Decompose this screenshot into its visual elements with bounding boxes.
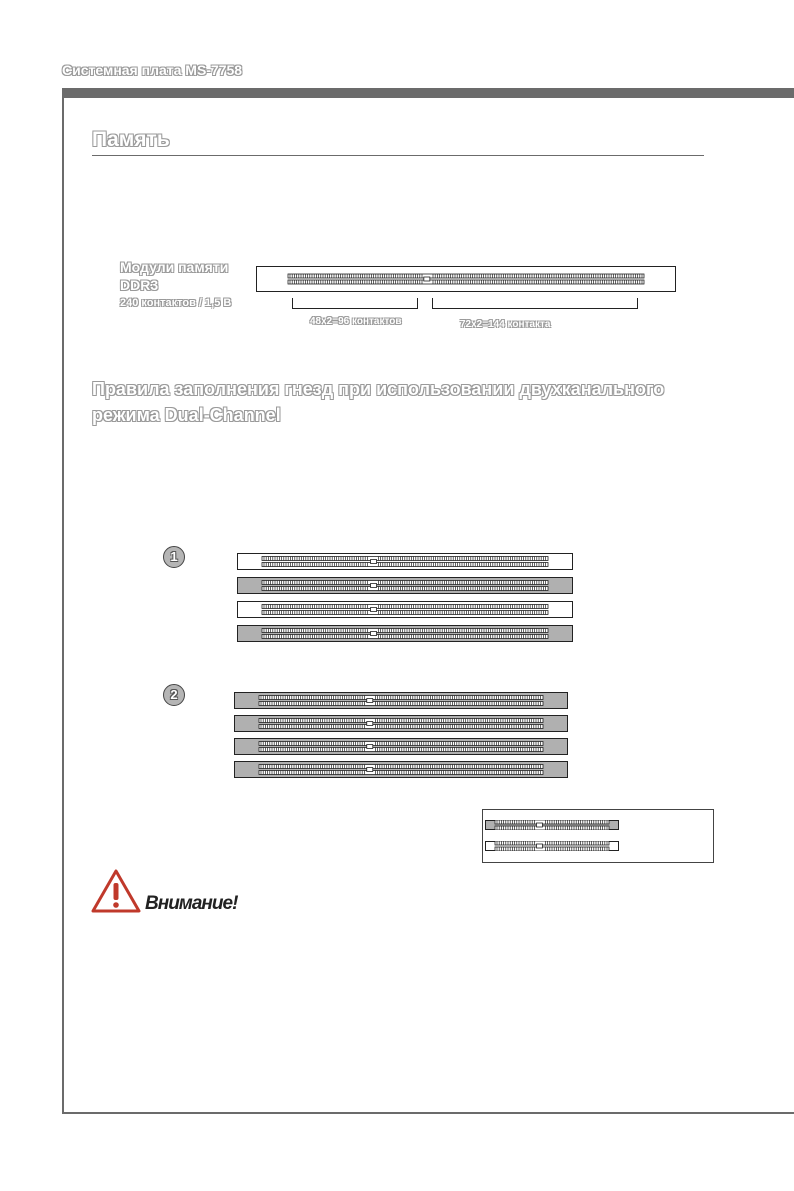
- warning-icon: [90, 868, 142, 914]
- legend-box: [482, 809, 714, 863]
- left-pins-label: 48x2=96 контактов: [310, 316, 402, 327]
- dimm-slot-installed: [237, 625, 573, 642]
- right-pins-label: 72x2=144 контакта: [460, 319, 551, 330]
- bottom-rule: [62, 1112, 794, 1114]
- dual-channel-title: [92, 376, 664, 428]
- dual-channel-title-line2: режима Dual-Channel: [92, 405, 281, 425]
- left-pins-bracket: [292, 298, 418, 309]
- config-number-2: 2: [163, 684, 185, 706]
- page-header-title: Системная плата MS-7758: [62, 62, 243, 78]
- dual-channel-title-line1: Правила заполнения гнезд при использовании двухканального: [92, 379, 665, 399]
- memory-module-label-line2: DDR3: [120, 277, 159, 293]
- right-pins-bracket: [432, 298, 638, 309]
- dimm-slot-installed: [234, 715, 568, 732]
- legend-dimm-empty: [485, 841, 619, 851]
- memory-module-label-line1: Модули памяти: [120, 259, 229, 275]
- dimm-slot-installed: [237, 577, 573, 594]
- ddr3-module-diagram: [256, 266, 676, 292]
- legend-dimm-installed: [485, 820, 619, 830]
- left-rule: [62, 98, 64, 1114]
- section-title: Память: [92, 128, 170, 151]
- top-rule: [62, 88, 794, 98]
- warning-label: Внимание!: [145, 893, 238, 914]
- section-underline: [92, 155, 704, 156]
- dimm-slot-installed: [234, 738, 568, 755]
- dimm-slot-installed: [234, 692, 568, 709]
- config-number-1: 1: [163, 546, 185, 568]
- dimm-slot-installed: [234, 761, 568, 778]
- memory-module-label: [120, 258, 228, 294]
- memory-module-spec: 240 контактов / 1,5 В: [120, 297, 232, 309]
- dimm-slot-empty: [237, 601, 573, 618]
- dimm-slot-empty: [237, 553, 573, 570]
